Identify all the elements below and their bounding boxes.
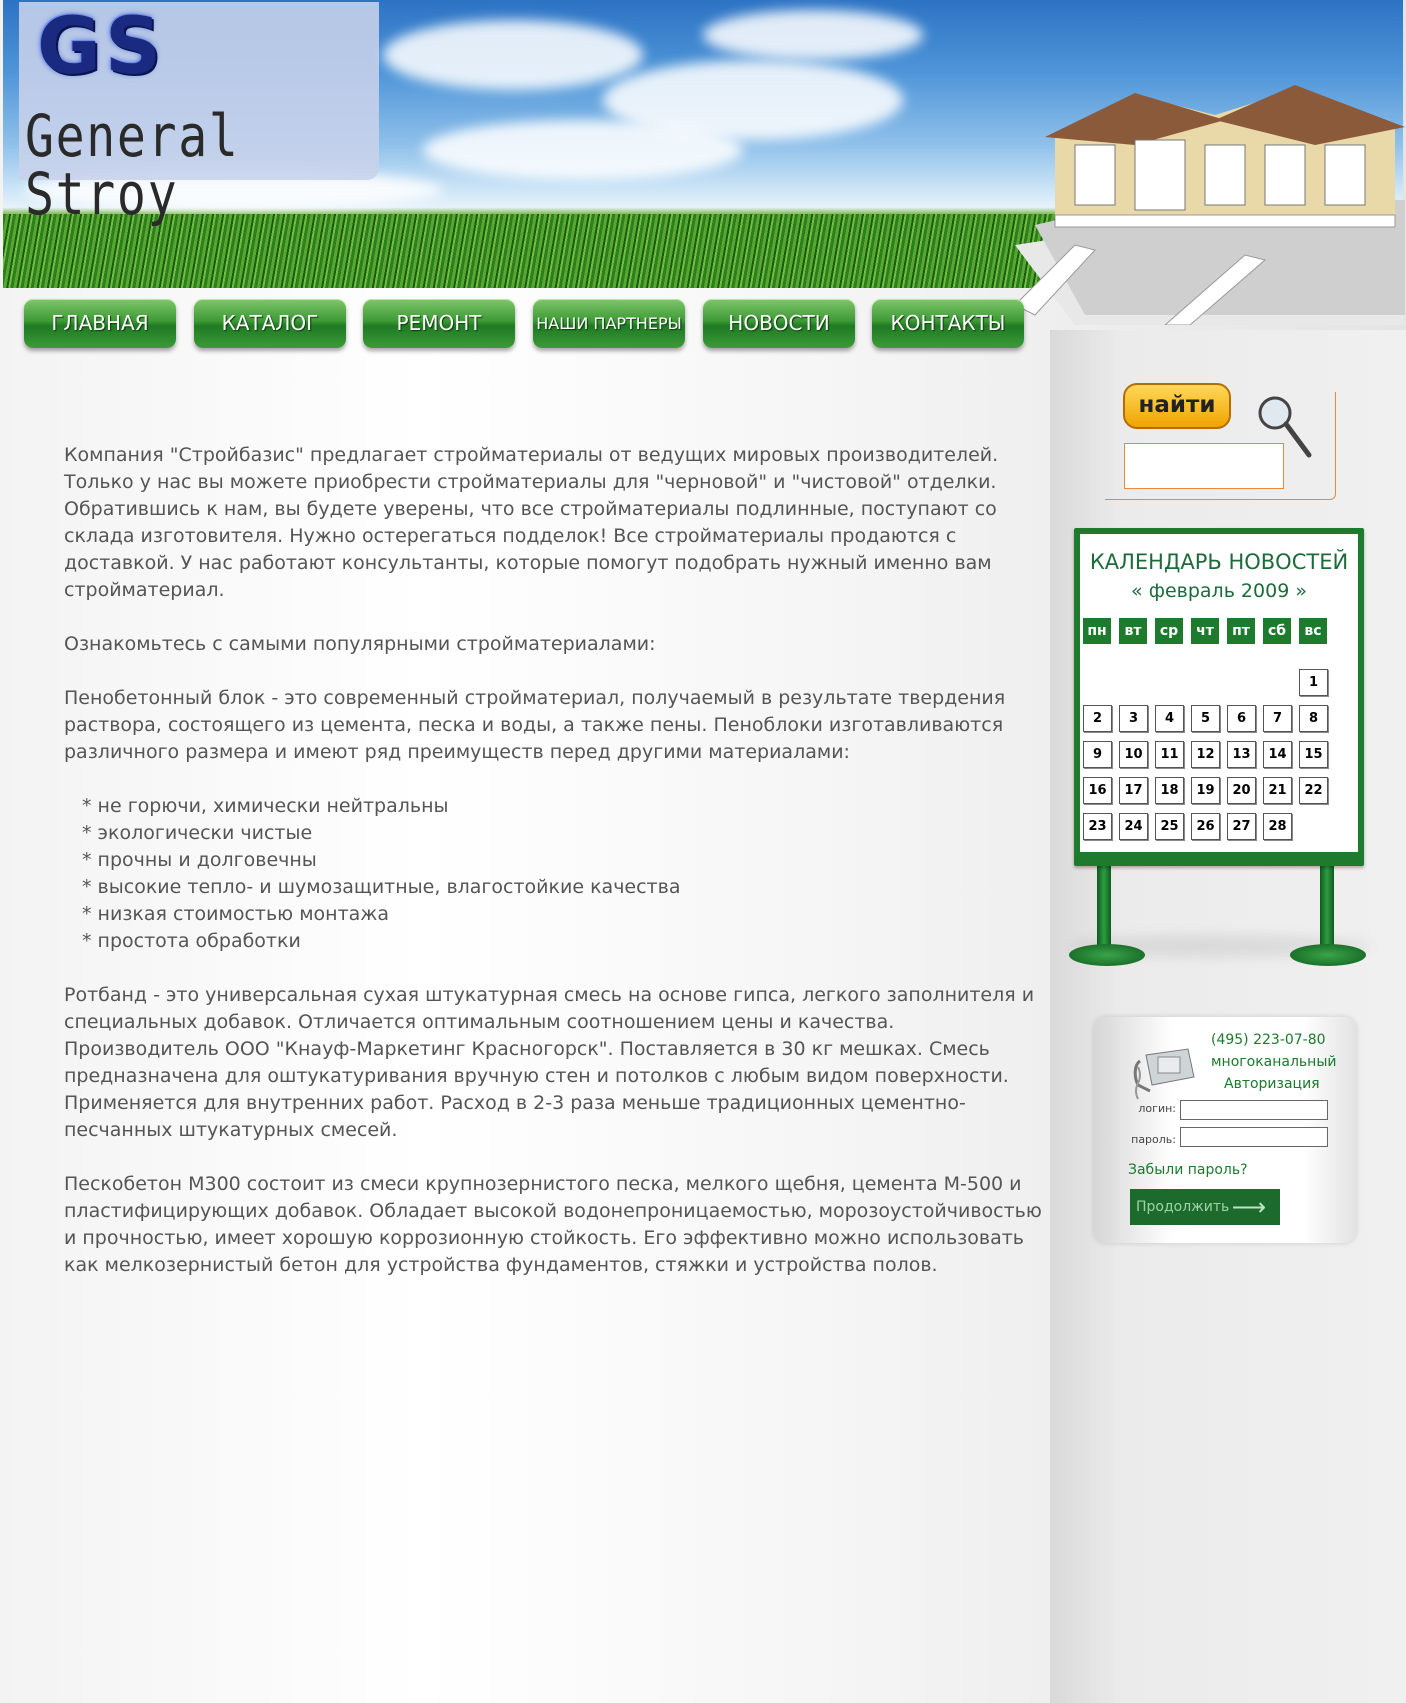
calendar-day[interactable]: 23 [1083,813,1112,840]
calendar-post [1320,866,1334,956]
calendar-day[interactable]: 5 [1191,705,1220,732]
list-item: * экологически чистые [82,820,1054,847]
calendar-day[interactable]: 25 [1155,813,1184,840]
calendar-board [1080,534,1358,852]
phone-icon [1128,1033,1198,1103]
cloud [703,10,923,60]
calendar-day[interactable]: 11 [1155,741,1184,768]
calendar-weekday: чт [1191,618,1219,644]
calendar-day[interactable]: 24 [1119,813,1148,840]
calendar-day[interactable]: 1 [1299,669,1328,696]
calendar-month-switcher[interactable]: « февраль 2009 » [1131,580,1307,602]
logo[interactable] [19,2,379,228]
calendar-day[interactable]: 14 [1263,741,1292,768]
news-calendar [1074,528,1364,866]
continue-button[interactable] [1130,1189,1280,1225]
calendar-day[interactable]: 3 [1119,705,1148,732]
calendar-day[interactable]: 2 [1083,705,1112,732]
list-item: * прочны и долговечны [82,847,1054,874]
calendar-day[interactable]: 17 [1119,777,1148,804]
cloud [383,20,643,90]
list-item: * простота обработки [82,928,1054,955]
continue-label: Продолжить [1136,1199,1230,1215]
foam-block-paragraph: Пенобетонный блок - это современный стройматериал, получаемый в результате твердения раствора, состоящего из цемента, песка и воды, а также пены. Пеноблоки изготавливаются различного размера и имеют ряд преимуществ перед другими материалами: [64,687,1006,763]
calendar-day[interactable]: 16 [1083,777,1112,804]
password-field[interactable] [1180,1127,1328,1147]
calendar-day[interactable]: 4 [1155,705,1184,732]
calendar-post-foot [1069,944,1145,966]
sandconcrete-paragraph: Пескобетон М300 состоит из смеси крупнозернистого песка, мелкого щебня, цемента М-500 и пластифицирующих добавок. Обладает высокой водонепроницаемостью, морозоустойчивостью и прочностью, имеет хорошую коррозионную стойкость. Его эффективно можно использовать как мелкозернистый бетон для устройства фундаментов, стяжки и устройства полов. [64,1173,1042,1276]
calendar-day[interactable]: 18 [1155,777,1184,804]
login-field[interactable] [1180,1100,1328,1120]
calendar-weekday: вс [1299,618,1327,644]
calendar-day[interactable]: 7 [1263,705,1292,732]
main-content [64,442,1054,1306]
calendar-day[interactable]: 28 [1263,813,1292,840]
list-item: * высокие тепло- и шумозащитные, влагостойкие качества [82,874,1054,901]
auth-title: Авторизация [1224,1076,1320,1092]
nav-catalog[interactable]: КАТАЛОГ [194,299,346,348]
phone-number: (495) 223-07-80 [1211,1032,1326,1048]
logo-name: General Stroy [25,102,240,228]
calendar-post [1097,866,1111,956]
rotband-paragraph: Ротбанд - это универсальная сухая штукатурная смесь на основе гипса, легкого заполнителя и специальных добавок. Отличается оптимальным соотношением цены и качества. Производитель ООО "Кнауф-Маркетинг Красногорск". Поставляется в 30 кг мешках. Смесь предназначена для оштукатуривания вручную стен и потолков с любым видом поверхности. Применяется для внутренних работ. Расход в 2-3 раза меньше традиционных цементно-песчанных штукатурных смесей. [64,984,1035,1141]
auth-box [1094,1017,1356,1243]
nav-home[interactable]: ГЛАВНАЯ [24,299,176,348]
calendar-weekday: пт [1227,618,1255,644]
search-button[interactable]: найти [1123,383,1231,429]
calendar-day[interactable]: 21 [1263,777,1292,804]
cloud [423,120,743,180]
calendar-title: КАЛЕНДАРЬ НОВОСТЕЙ [1089,550,1349,574]
login-label: логин: [1138,1102,1176,1115]
intro-paragraph: Компания "Стройбазис" предлагает стройматериалы от ведущих мировых производителей. Только у нас вы можете приобрести стройматериалы для "черновой" и "чистовой" отделки. Обратившись к нам, вы будете уверены, что все стройматериалы подлинные, поступают со склада изготовителя. Нужно остерегаться подделок! Все стройматериалы продаются с доставкой. У нас работают консультанты, которые помогут подобрать нужный именно вам стройматериал. [64,444,999,601]
calendar-day[interactable]: 15 [1299,741,1328,768]
phone-description: многоканальный [1211,1054,1337,1070]
list-item: * низкая стоимостью монтажа [82,901,1054,928]
calendar-weekday: пн [1083,618,1111,644]
calendar-day[interactable]: 10 [1119,741,1148,768]
forgot-password-link[interactable]: Забыли пароль? [1128,1162,1248,1178]
calendar-day[interactable]: 22 [1299,777,1328,804]
password-label: пароль: [1131,1133,1176,1146]
nav-contacts[interactable]: КОНТАКТЫ [872,299,1024,348]
list-item: * не горючи, химически нейтральны [82,793,1054,820]
calendar-day[interactable]: 13 [1227,741,1256,768]
calendar-day[interactable]: 27 [1227,813,1256,840]
calendar-day[interactable]: 20 [1227,777,1256,804]
calendar-day[interactable]: 6 [1227,705,1256,732]
nav-news[interactable]: НОВОСТИ [703,299,855,348]
arrow-right-icon: ⟶ [1231,1193,1266,1221]
nav-partners[interactable]: НАШИ ПАРТНЕРЫ [533,299,685,348]
nav-repair[interactable]: РЕМОНТ [363,299,515,348]
calendar-day[interactable]: 8 [1299,705,1328,732]
house-illustration [1015,75,1405,325]
advantages-list [82,793,1054,955]
calendar-weekday: вт [1119,618,1147,644]
calendar-day[interactable]: 26 [1191,813,1220,840]
calendar-weekday: сб [1263,618,1291,644]
calendar-weekday: ср [1155,618,1183,644]
popular-heading: Ознакомьтесь с самыми популярными стройматериалами: [64,633,656,655]
search-input[interactable] [1124,443,1284,489]
calendar-post-foot [1290,944,1366,966]
calendar-day[interactable]: 19 [1191,777,1220,804]
logo-mark: GS [37,2,166,92]
calendar-day[interactable]: 9 [1083,741,1112,768]
calendar-day[interactable]: 12 [1191,741,1220,768]
